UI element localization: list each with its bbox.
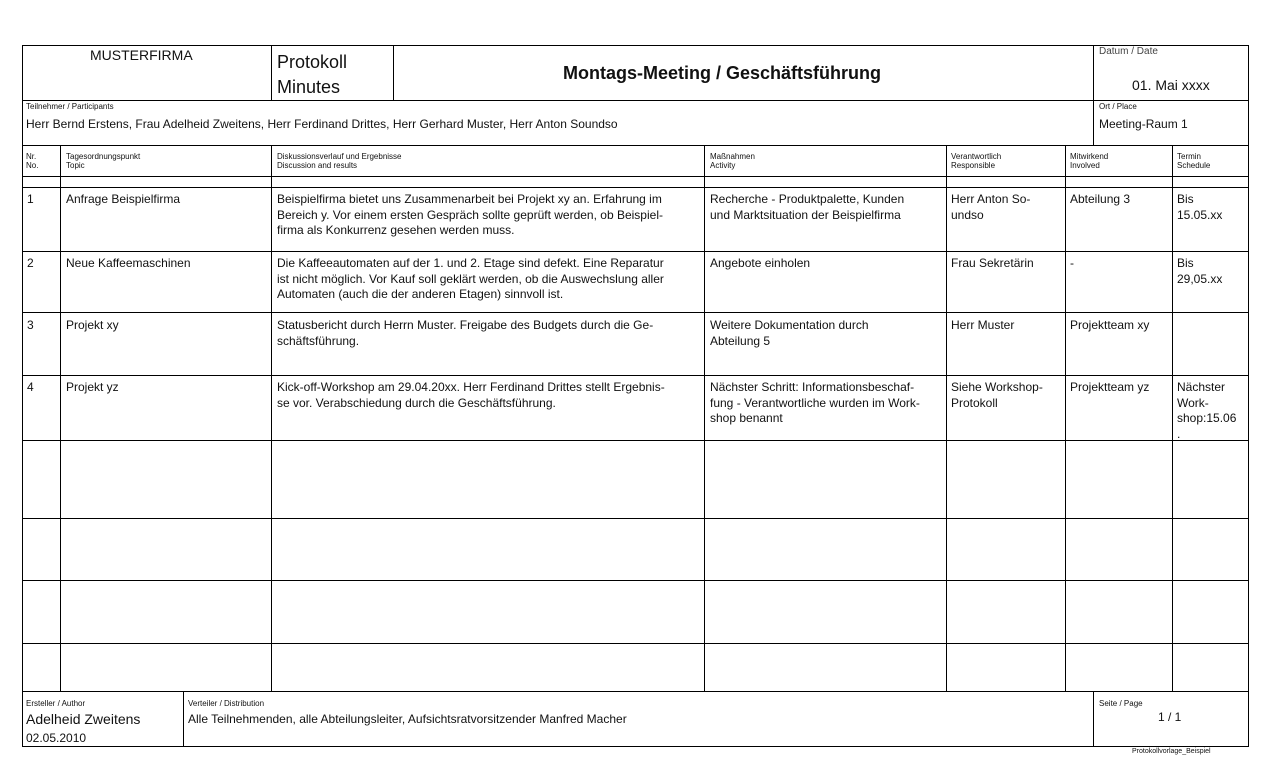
col-header-discussion-de: Diskussionsverlauf und Ergebnisse [277,152,402,161]
row-4-activity-line: shop benannt [710,411,783,425]
col-header-topic-de: Tagesordnungspunkt [66,152,141,161]
row-3-responsible [951,318,1063,334]
row-1-involved-line: Abteilung 3 [1070,192,1131,206]
col-header-discussion-en: Discussion and results [277,161,358,170]
participants-label: Teilnehmer / Participants [26,102,114,111]
row-4-responsible-line: Protokoll [951,395,998,410]
frame-left [22,45,23,747]
row-4-schedule-line: Work- [1177,395,1209,410]
row-1-discussion-line: Bereich y. Vor einem ersten Gespräch sollte geprüft werden, ob Beispiel- [277,207,663,222]
row-2-responsible-line: Frau Sekretärin [951,256,1034,270]
col-header-topic-en: Topic [66,161,85,170]
participants-list: Herr Bernd Erstens, Frau Adelheid Zweitens, Herr Ferdinand Drittes, Herr Gerhard Muster, Herr Anton Soundso [26,117,618,131]
row-1-schedule [1177,192,1247,223]
row-1-discussion [277,192,701,239]
col-divider [1172,145,1173,691]
row-4-involved-line: Projektteam yz [1070,380,1150,394]
col-header-activity-en: Activity [710,161,736,170]
col-header-discussion [277,152,402,170]
place-value: Meeting-Raum 1 [1099,117,1188,131]
row-3-discussion-line: schäftsführung. [277,333,360,348]
col-divider [704,145,705,691]
row-2-involved-line: - [1070,256,1074,270]
divider [22,100,1249,101]
row-4-topic: Projekt yz [66,380,119,394]
row-2-discussion-line: ist nicht möglich. Vor Kauf soll geklärt werden, ob die Auswechslung aller [277,271,664,286]
frame-bottom [22,746,1249,747]
row-4-activity-line: fung - Verantwortliche wurden im Work- [710,395,920,410]
doc-type-de: Protokoll [277,52,348,72]
col-header-schedule [1177,152,1210,170]
row-3-discussion-line: Statusbericht durch Herrn Muster. Freigabe des Budgets durch die Ge- [277,318,654,332]
row-4-discussion [277,380,701,411]
row-1-responsible-line: undso [951,207,984,222]
date-value: 01. Mai xxxx [1132,77,1210,93]
col-header-nr-en: No. [26,161,39,170]
divider [1093,45,1094,145]
row-1-responsible [951,192,1063,223]
template-name: Protokollvorlage_Beispiel [1132,748,1211,755]
row-3-involved [1070,318,1170,334]
divider [393,45,394,100]
col-divider [1065,145,1066,691]
row-1-nr: 1 [27,192,34,206]
row-divider [22,691,1249,692]
row-3-discussion [277,318,701,349]
row-4-involved [1070,380,1170,396]
row-1-responsible-line: Herr Anton So- [951,192,1031,206]
page-number: 1 / 1 [1158,710,1182,724]
row-4-schedule-line: Nächster [1177,380,1226,394]
row-1-schedule-line: 15.05.xx [1177,207,1223,222]
col-header-topic [66,152,140,170]
row-4-discussion-line: Kick-off-Workshop am 29.04.20xx. Herr Ferdinand Drittes stellt Ergebnis- [277,380,665,394]
row-1-activity-line: Recherche - Produktpalette, Kunden [710,192,905,206]
row-3-activity-line: Weitere Dokumentation durch [710,318,869,332]
author-date: 02.05.2010 [26,731,87,745]
date-label: Datum / Date [1099,46,1158,57]
col-header-responsible-en: Responsible [951,161,996,170]
col-header-activity-de: Maßnahmen [710,152,755,161]
row-4-responsible [951,380,1063,411]
row-2-discussion [277,256,701,303]
row-1-discussion-line: Beispielfirma bietet uns Zusammenarbeit bei Projekt xy an. Erfahrung im [277,192,662,206]
row-2-schedule-line: Bis [1177,256,1194,270]
distribution-list: Alle Teilnehmenden, alle Abteilungsleiter, Aufsichtsratvorsitzender Manfred Macher [188,712,627,726]
col-header-activity [710,152,755,170]
author-label: Ersteller / Author [26,699,86,708]
place-label: Ort / Place [1099,102,1137,111]
row-2-topic: Neue Kaffeemaschinen [66,256,191,270]
col-header-involved-en: Involved [1070,161,1100,170]
col-divider [271,145,272,691]
row-2-responsible [951,256,1063,272]
row-1-activity-line: und Marktsituation der Beispielfirma [710,207,901,222]
row-1-involved [1070,192,1170,208]
row-3-responsible-line: Herr Muster [951,318,1015,332]
row-2-activity-line: Angebote einholen [710,256,811,270]
col-header-responsible [951,152,1001,170]
row-2-discussion-line: Automaten (auch die der anderen Etagen) sinnvoll ist. [277,287,564,301]
row-2-activity [710,256,942,272]
col-header-schedule-de: Termin [1177,152,1202,161]
row-2-nr: 2 [27,256,34,270]
page-label: Seite / Page [1099,699,1143,708]
row-4-nr: 4 [27,380,34,394]
row-4-schedule [1177,380,1247,442]
row-3-activity [710,318,942,349]
company-name: MUSTERFIRMA [90,47,193,63]
distribution-label: Verteiler / Distribution [188,699,265,708]
col-header-schedule-en: Schedule [1177,161,1211,170]
col-divider [60,145,61,691]
col-header-involved-de: Mitwirkend [1070,152,1109,161]
col-divider [946,145,947,691]
row-4-activity-line: Nächster Schritt: Informationsbeschaf- [710,380,915,394]
row-4-activity [710,380,942,427]
row-1-topic: Anfrage Beispielfirma [66,192,181,206]
row-4-discussion-line: se vor. Verabschiedung durch die Geschäftsführung. [277,395,556,410]
divider [271,45,272,100]
author-name: Adelheid Zweitens [26,711,141,727]
row-3-activity-line: Abteilung 5 [710,333,771,348]
row-2-discussion-line: Die Kaffeeautomaten auf der 1. und 2. Etage sind defekt. Eine Reparatur [277,256,664,270]
row-2-schedule [1177,256,1247,287]
row-3-nr: 3 [27,318,34,332]
frame-top [22,45,1249,46]
row-1-schedule-line: Bis [1177,192,1194,206]
col-header-involved [1070,152,1108,170]
col-header-responsible-de: Verantwortlich [951,152,1002,161]
row-2-involved [1070,256,1170,272]
divider [1093,691,1094,747]
row-1-activity [710,192,942,223]
row-3-topic: Projekt xy [66,318,119,332]
row-3-involved-line: Projektteam xy [1070,318,1150,332]
row-2-schedule-line: 29,05.xx [1177,271,1223,286]
divider [183,691,184,747]
row-4-schedule-line: shop:15.06 [1177,411,1237,425]
col-header-nr [26,152,38,170]
row-4-responsible-line: Siehe Workshop- [951,380,1043,394]
row-4-schedule-line: . [1177,426,1181,441]
col-header-nr-de: Nr. [26,152,37,161]
frame-right [1248,45,1249,747]
row-1-discussion-line: firma als Konkurrenz gesehen werden muss. [277,223,515,237]
meeting-title: Montags-Meeting / Geschäftsführung [563,63,882,83]
doc-type-en: Minutes [277,77,341,97]
